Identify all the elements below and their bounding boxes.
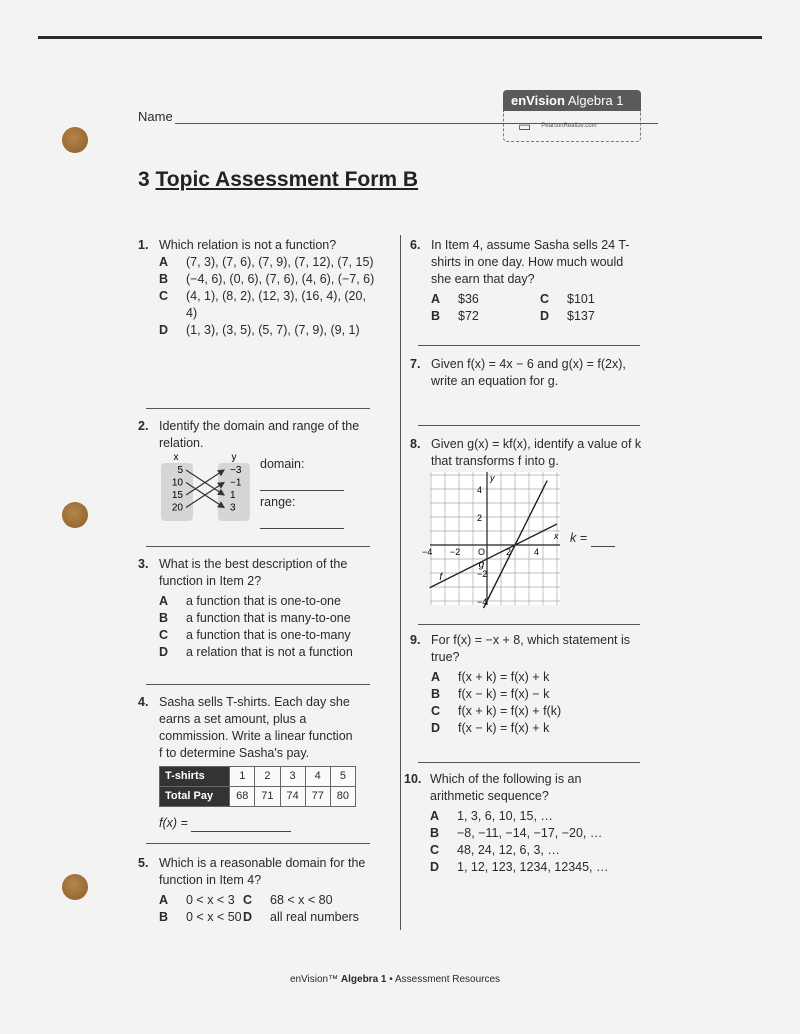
- domain-value: 15: [171, 490, 183, 501]
- column-divider: [400, 235, 401, 930]
- answer-option[interactable]: [431, 686, 650, 703]
- y-axis-label: y: [490, 473, 495, 483]
- option-text: f(x − k) = f(x) − k: [458, 687, 550, 701]
- option-letter: D: [159, 323, 169, 337]
- answer-option[interactable]: [159, 271, 378, 288]
- answer-option[interactable]: [430, 859, 654, 876]
- pay-table: T-shirts 1 2 3 4 5 Total Pay 68 71 74 77 80: [159, 766, 356, 807]
- answer-option[interactable]: [159, 610, 378, 627]
- domain-label: domain:: [260, 457, 305, 471]
- question-10: 10. Which of the following is an arithmetic sequence? A 1, 3, 6, 10, 15, … B −8, −11, −14, −17, −20, … C 48, 24, 12, 6, 3, … D 1, 12, 123, 1234, 12345, …: [404, 771, 654, 876]
- answer-option[interactable]: [159, 593, 378, 610]
- question-7: 7. Given f(x) = 4x − 6 and g(x) = f(2x), write an equation for g.: [410, 357, 626, 388]
- answer-option[interactable]: [243, 909, 383, 926]
- question-8: 8. Given g(x) = kf(x), identify a value of k that transforms f into g. f g −4 −2 O 2 4 4 2 −2 −4 x y k =: [410, 437, 642, 607]
- option-text: a function that is one-to-one: [186, 594, 341, 608]
- option-text: f(x − k) = f(x) + k: [458, 721, 550, 735]
- range-value: −1: [230, 477, 242, 489]
- k-label: k =: [570, 531, 588, 545]
- answer-option[interactable]: [431, 703, 650, 720]
- y-tick-label: 4: [477, 485, 483, 495]
- envision-badge: enVision Algebra 1 ▭ PearsonRealize.com: [503, 90, 641, 142]
- option-text: (−4, 6), (0, 6), (7, 6), (4, 6), (−7, 6): [186, 272, 375, 286]
- y-label: y: [231, 452, 237, 463]
- range-value: −3: [230, 465, 242, 476]
- hole-punch: [62, 127, 88, 153]
- option-text: $36: [458, 292, 479, 306]
- option-letter: C: [431, 704, 441, 718]
- answer-option[interactable]: [243, 892, 383, 909]
- name-label: Name: [138, 109, 173, 124]
- range-value: 1: [230, 490, 236, 501]
- option-text: 1, 3, 6, 10, 15, …: [457, 809, 553, 823]
- option-text: $72: [458, 309, 479, 323]
- line-label-f: f: [439, 572, 443, 583]
- answer-option[interactable]: [159, 644, 378, 661]
- option-letter: B: [430, 826, 440, 840]
- option-letter: B: [431, 309, 441, 323]
- option-letter: A: [431, 292, 441, 306]
- domain-value: 10: [171, 477, 183, 489]
- option-letter: A: [159, 255, 169, 269]
- option-text: a relation that is not a function: [186, 645, 353, 659]
- question-2: 2. Identify the domain and range of the relation. x y 5 10 15 20 −3 −1 1 3 domain: range:: [138, 418, 378, 452]
- option-letter: A: [431, 670, 441, 684]
- range-label: range:: [260, 495, 296, 509]
- option-text: −8, −11, −14, −17, −20, …: [457, 826, 603, 840]
- x-tick-label: −2: [450, 547, 461, 557]
- answer-option[interactable]: [159, 892, 243, 909]
- option-letter: D: [430, 860, 440, 874]
- option-text: f(x + k) = f(x) + f(k): [458, 704, 562, 718]
- range-answer[interactable]: [260, 516, 344, 529]
- domain-value: 5: [177, 465, 183, 476]
- domain-answer[interactable]: [260, 478, 344, 491]
- option-text: 0 < x < 3: [186, 893, 235, 907]
- k-answer[interactable]: [591, 536, 615, 547]
- option-letter: C: [159, 628, 169, 642]
- answer-option[interactable]: [430, 842, 654, 859]
- question-1: 1. Which relation is not a function? A (7, 3), (7, 6), (7, 9), (7, 12), (7, 15) B (−4, 6), (0, 6), (7, 6), (4, 6), (−7, 6) C (4, 1), (8, 2), (12, 3), (16, 4), (20, 4) D (1, 3), (3, 5), (5, 7), (7, 9), (9, 1): [138, 237, 378, 339]
- fx-answer[interactable]: [191, 819, 291, 832]
- option-letter: B: [159, 611, 169, 625]
- option-letter: C: [243, 893, 253, 907]
- option-text: (7, 3), (7, 6), (7, 9), (7, 12), (7, 15): [186, 255, 374, 269]
- option-letter: C: [159, 289, 169, 303]
- x-axis-label: x: [554, 531, 559, 541]
- option-letter: A: [430, 809, 440, 823]
- option-letter: D: [540, 309, 550, 323]
- option-text: (1, 3), (3, 5), (5, 7), (7, 9), (9, 1): [186, 323, 360, 337]
- y-tick-label: −2: [477, 569, 488, 579]
- question-5: 5. Which is a reasonable domain for the function in Item 4? A 0 < x < 3 C 68 < x < 80 B 0 < x < 50 D all real numbers: [138, 855, 388, 926]
- option-text: 1, 12, 123, 1234, 12345, …: [457, 860, 609, 874]
- option-text: (4, 1), (8, 2), (12, 3), (16, 4), (20, 4): [186, 289, 366, 320]
- answer-option[interactable]: [431, 308, 540, 325]
- x-tick-label: 2: [506, 547, 512, 557]
- x-tick-label: O: [478, 547, 486, 557]
- question-3: 3. What is the best description of the function in Item 2? A a function that is one-to-one B a function that is many-to-one C a function that is one-to-many D a relation that is not a function: [138, 556, 378, 661]
- option-letter: D: [431, 721, 441, 735]
- line-label-g: g: [478, 559, 485, 571]
- y-tick-label: −4: [477, 597, 488, 607]
- answer-option[interactable]: [430, 808, 654, 825]
- answer-option[interactable]: [431, 669, 650, 686]
- footer: enVision™ Algebra 1 • Assessment Resources: [289, 974, 501, 985]
- x-label: x: [173, 452, 179, 463]
- option-text: a function that is many-to-one: [186, 611, 351, 625]
- answer-option[interactable]: [431, 720, 650, 737]
- top-rule: [38, 36, 762, 39]
- answer-option[interactable]: [159, 288, 378, 322]
- question-9: 9. For f(x) = −x + 8, which statement is true? A f(x + k) = f(x) + k B f(x − k) = f(x) − k C f(x + k) = f(x) + f(k) D f(x − k) = f(x) + k: [410, 632, 650, 737]
- y-tick-label: 2: [477, 513, 483, 523]
- option-letter: D: [159, 645, 169, 659]
- answer-option[interactable]: [159, 322, 378, 339]
- option-letter: B: [431, 687, 441, 701]
- x-tick-label: −4: [422, 547, 433, 557]
- question-6: 6. In Item 4, assume Sasha sells 24 T-shirts in one day. How much would she earn that day? A $36 C $101 B $72 D $137: [410, 238, 630, 323]
- option-text: 48, 24, 12, 6, 3, …: [457, 843, 560, 857]
- page-title: 3 Topic Assessment Form B: [138, 168, 419, 191]
- option-letter: B: [159, 910, 169, 924]
- option-text: 0 < x < 50: [186, 910, 242, 924]
- domain-value: 20: [171, 502, 183, 514]
- option-letter: B: [159, 272, 169, 286]
- answer-option[interactable]: [540, 308, 630, 325]
- option-text: $101: [567, 292, 595, 306]
- fx-label: f(x) =: [159, 816, 188, 830]
- option-text: all real numbers: [270, 910, 359, 924]
- answer-option[interactable]: [159, 909, 243, 926]
- hole-punch: [62, 502, 88, 528]
- question-4: 4. Sasha sells T-shirts. Each day she earns a set amount, plus a commission. Write a linear function f to determine Sasha's pay. T-shirts 1 2 3 4 5 Total Pay 68 71 74 77 80 f(x) =: [138, 694, 356, 832]
- coordinate-graph: [422, 472, 560, 607]
- option-letter: C: [430, 843, 440, 857]
- hole-punch: [62, 874, 88, 900]
- option-letter: A: [159, 893, 169, 907]
- option-text: $137: [567, 309, 595, 323]
- option-letter: C: [540, 292, 550, 306]
- option-letter: A: [159, 594, 169, 608]
- mapping-diagram: [158, 451, 253, 526]
- option-text: 68 < x < 80: [270, 893, 333, 907]
- answer-option[interactable]: [159, 254, 378, 271]
- option-letter: D: [243, 910, 253, 924]
- laptop-icon: ▭: [518, 117, 532, 134]
- answer-option[interactable]: [540, 291, 630, 308]
- option-text: a function that is one-to-many: [186, 628, 351, 642]
- answer-option[interactable]: [431, 291, 540, 308]
- answer-option[interactable]: [430, 825, 654, 842]
- x-tick-label: 4: [534, 547, 540, 557]
- option-text: f(x + k) = f(x) + k: [458, 670, 550, 684]
- range-value: 3: [230, 502, 236, 514]
- answer-option[interactable]: [159, 627, 378, 644]
